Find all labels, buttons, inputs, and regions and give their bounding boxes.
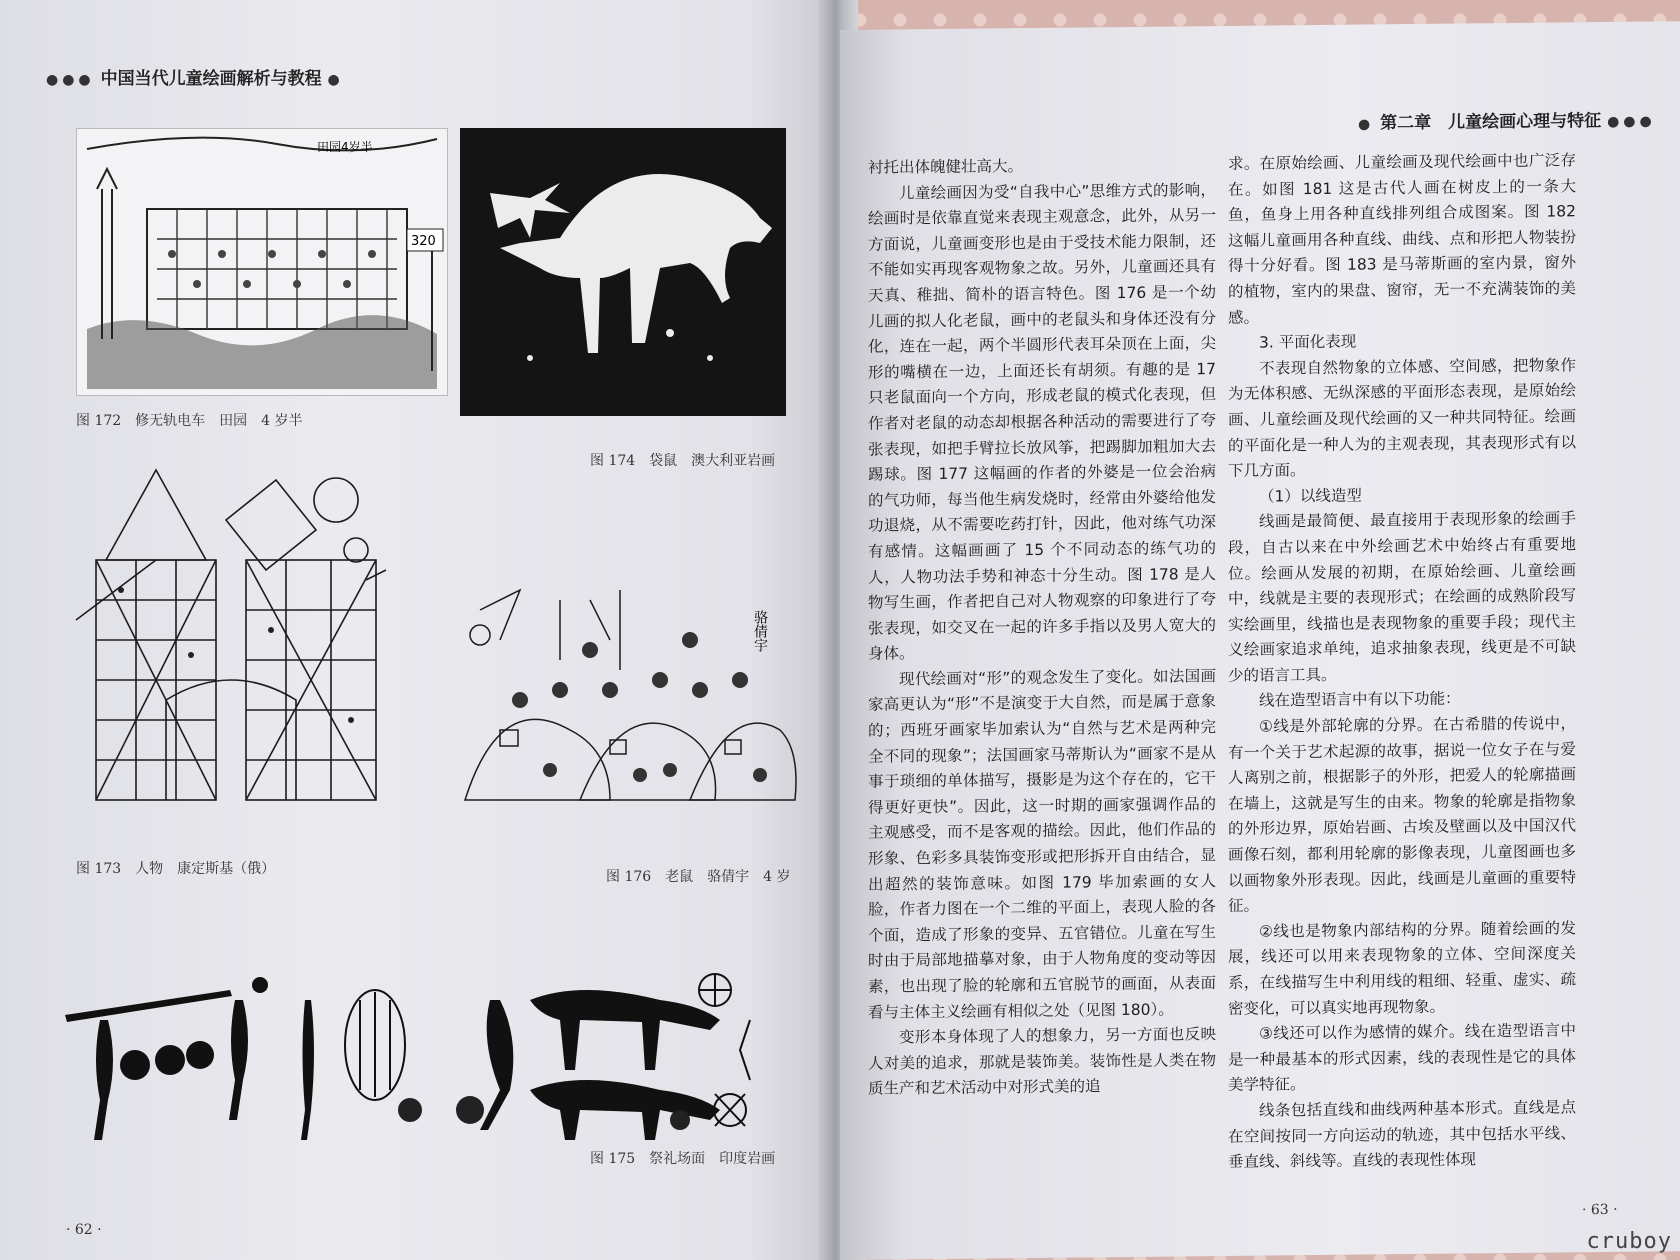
chapter-title: 第二章 儿童绘画心理与特征: [1380, 111, 1602, 134]
figure-172-trolleybus-drawing: [76, 128, 448, 396]
header-dot-start: ●: [1358, 116, 1375, 133]
figure-173-caption: 图 173 人物 康定斯基（俄）: [76, 861, 276, 877]
right-paragraph-0: 求。在原始绘画、儿童绘画及现代绘画中也广泛存在。如图 181 这是古代人画在树皮上的一条大鱼，鱼身上用各种直线排列组合成图案。图 182 这幅儿童画用各种直线、曲线、点和形把人物装扮得十分好看。图 183 是马蒂斯画的室内景，窗外的植物，室内的果盘、窗帘，无一不充满装饰的美感。: [1228, 151, 1576, 327]
header-dots: ●●●: [46, 72, 95, 88]
fig172-sign-text: 320: [411, 234, 436, 249]
book-title: 中国当代儿童绘画解析与教程: [100, 69, 322, 89]
left-page-header: [46, 64, 344, 89]
figure-175-caption: 图 175 祭礼场面 印度岩画: [590, 1151, 776, 1167]
header-dot-end: ●: [327, 72, 344, 88]
right-paragraph-2: 不表现自然物象的立体感、空间感，把物象作为无体积感、无纵深感的平面形态表现，是原始绘画、儿童绘画及现代绘画的又一种共同特征。绘画的平面化是一种人为的主观表现，其表现形式有以下几方面。: [1228, 356, 1576, 481]
figure-176-caption: 图 176 老鼠 骆倩宇 4 岁: [606, 869, 791, 885]
figure-176-mice-drawing: [460, 580, 800, 840]
section-heading-3: 3. 平面化表现: [1259, 332, 1357, 352]
left-page: [0, 0, 832, 1260]
figure-173-kandinsky-figures: [66, 460, 392, 820]
figure-175-ritual-rockart: [60, 960, 800, 1145]
fig173-illustration: [66, 460, 392, 820]
watermark-text: cruboy: [1586, 1229, 1672, 1254]
figure-172-caption: 图 172 修无轨电车 田园 4 岁半: [76, 413, 303, 429]
fig176-signature: 骆倩宇: [752, 610, 768, 652]
middle-paragraph-0: 衬托出体魄健壮高大。: [868, 157, 1024, 177]
figure-174-kangaroo-rockart: [460, 128, 786, 416]
right-paragraph-4: 线画是最简便、最直接用于表现形象的绘画手段，自古以来在中外绘画艺术中始终占有重要地位。绘画从发展的初期，在原始绘画、儿童绘画中，线就是主要的表现形式；在绘画的成熟阶段写实绘画里，线描也是表现物象的重要手段；现代主义绘画家追求单纯，追求抽象表现，线更是不可缺少的语言工具。: [1228, 509, 1576, 685]
right-paragraph-5: 线在造型语言中有以下功能：: [1259, 689, 1461, 711]
right-paragraph-7: ②线也是物象内部结构的分界。随着绘画的发展，线还可以用来表现物象的立体、空间深度关系，在线描写生中利用线的粗细、轻重、虚实、疏密变化，可以真实地再现物象。: [1228, 919, 1576, 1018]
fig175-illustration: [60, 960, 800, 1145]
figure-174-caption: 图 174 袋鼠 澳大利亚岩画: [590, 453, 776, 469]
fig174-illustration: [460, 128, 786, 416]
right-page: [840, 21, 1680, 1260]
left-page-number: · 62 ·: [66, 1222, 102, 1238]
right-paragraph-8: ③线还可以作为感情的媒介。线在造型语言中是一种最基本的形式因素，线的表现性是它的具体美学特征。: [1228, 1021, 1576, 1095]
fig172-signature: 田园4岁半: [317, 140, 373, 154]
right-page-number: · 63 ·: [1582, 1201, 1618, 1219]
subsection-heading-1: （1）以线造型: [1259, 486, 1362, 506]
fig172-illustration: [77, 129, 447, 395]
fig176-illustration: [460, 580, 800, 840]
middle-paragraph-1: 儿童绘画因为受“自我中心”思维方式的影响，绘画时是依靠直觉来表现主观意念，此外，从另一方面说，儿童画变形也是由于受技术能力限制，还不能如实再现客观物象之故。另外，儿童画还具有天真、稚拙、简朴的语言特色。图 176 是一个幼儿画的拟人化老鼠，画中的老鼠头和身体还没有分化，连在一起，两个半圆形代表耳朵顶在上面，尖形的嘴横在一边，上面还长有胡须。有趣的是 17 只老鼠面向一个方向，形成老鼠的模式化表现，但作者对老鼠的动态却根据各种活动的需要进行了夸张表现，如把手臂拉长放风筝，把踢脚加粗加大去踢球。图 177 这幅画的作者的外婆是一位会治病的气功师，每当他生病发烧时，经常由外婆给他发功退烧，从不需要吃药打针，因此，他对练气功深有感情。这幅画画了 15 个不同动态的练气功的人，人物功法手势和神态十分生动。图 178 是人物写生画，作者把自己对人物观察的印象进行了夸张表现，如交叉在一起的许多手指以及男人宽大的身体。: [868, 180, 1216, 663]
header-dots-end: ●●●: [1607, 113, 1656, 130]
right-page-header: [1358, 105, 1656, 133]
middle-text-column: [868, 152, 1216, 1103]
middle-paragraph-2: 现代绘画对“形”的观念发生了变化。如法国画家高更认为“形”不是演变于大自然，而是属于意象的；西班牙画家毕加索认为“自然与艺术是两种完全不同的现象”；法国画家马蒂斯认为“画家不是从事于琐细的单体描写，摄影是为这个存在的，它干得更好更快”。因此，这一时期的画家强调作品的主观感受，而不是客观的描绘。因此，他们作品的形象、色彩多具装饰变形或把形拆开自由结合，显出超然的装饰意味。如图 179 毕加索画的女人脸，作者力图在一个二维的平面上，表现人脸的各个面，造成了形象的变异、五官错位。儿童在写生时由于局部地描摹对象，由于人物角度的变动等因素，也出现了脸的轮廓和五官脱节的画面，从表面看与主体主义绘画有相似之处（见图 180）。: [868, 666, 1216, 1022]
middle-paragraph-3: 变形本身体现了人的想象力，另一方面也反映人对美的追求，那就是装饰美。装饰性是人类在物质生产和艺术活动中对形式美的追: [868, 1025, 1216, 1099]
right-paragraph-6: ①线是外部轮廓的分界。在古希腊的传说中，有一个关于艺术起源的故事，据说一位女子在与爱人离别之前，根据影子的外形，把爱人的轮廓描画在墙上，这就是写生的由来。物象的轮廓是指物象的外形边界，原始岩画、古埃及壁画以及中国汉代画像石刻，都利用轮廓的影像表现，儿童图画也多以画物象外形表现。因此，线画是儿童画的重要特征。: [1228, 714, 1576, 916]
right-text-column: [1228, 148, 1576, 1175]
right-paragraph-9: 线条包括直线和曲线两种基本形式。直线是点在空间按同一方向运动的轨迹，其中包括水平线、垂直线、斜线等。直线的表现性体现: [1228, 1098, 1576, 1172]
